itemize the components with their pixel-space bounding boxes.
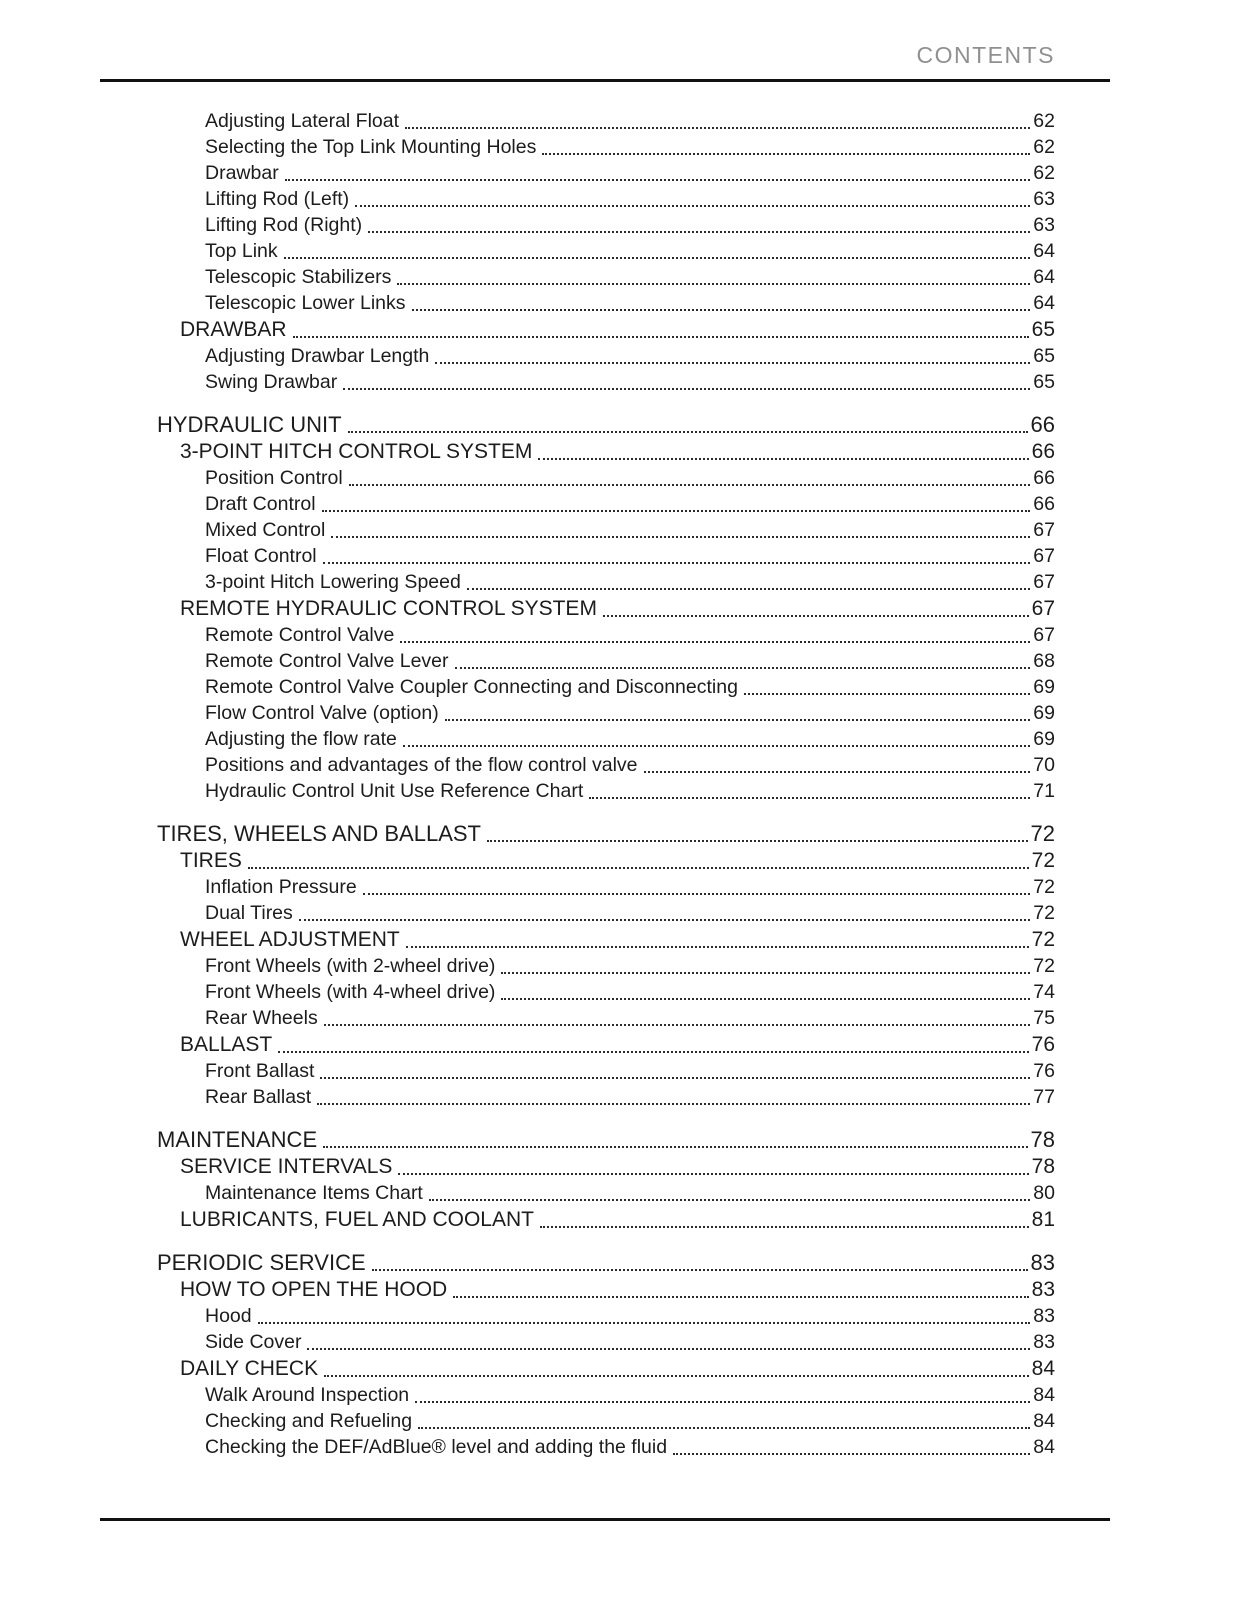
dot-leader bbox=[258, 1322, 1031, 1324]
toc-entry-title: HYDRAULIC UNIT bbox=[157, 412, 342, 437]
toc-entry bbox=[205, 108, 1055, 134]
dot-leader bbox=[540, 1226, 1029, 1228]
toc-entry-title: Checking the DEF/AdBlue® level and adding the fluid bbox=[205, 1436, 668, 1458]
toc-entry-title: DRAWBAR bbox=[180, 318, 287, 341]
toc-entry-page: 81 bbox=[1031, 1208, 1055, 1231]
dot-leader bbox=[644, 771, 1031, 773]
dot-leader bbox=[538, 458, 1028, 460]
toc-entry bbox=[205, 465, 1055, 491]
dot-leader bbox=[355, 205, 1030, 207]
toc-entry-page: 74 bbox=[1033, 981, 1055, 1003]
toc-entry bbox=[205, 752, 1055, 778]
toc-entry-title: Drawbar bbox=[205, 162, 279, 184]
toc-entry bbox=[205, 1180, 1055, 1206]
dot-leader bbox=[324, 1375, 1029, 1377]
toc-entry bbox=[205, 700, 1055, 726]
dot-leader bbox=[398, 1173, 1028, 1175]
toc-entry bbox=[157, 820, 1055, 847]
toc-entry bbox=[205, 874, 1055, 900]
toc-entry-page: 68 bbox=[1033, 650, 1055, 672]
toc-entry-title: SERVICE INTERVALS bbox=[180, 1155, 393, 1178]
toc-entry bbox=[205, 726, 1055, 752]
dot-leader bbox=[487, 840, 1028, 842]
toc-entry-page: 62 bbox=[1033, 162, 1055, 184]
toc-entry bbox=[157, 1126, 1055, 1153]
toc-entry bbox=[205, 491, 1055, 517]
dot-leader bbox=[501, 998, 1030, 1000]
toc-entry-page: 78 bbox=[1031, 1155, 1055, 1178]
toc-entry-title: HOW TO OPEN THE HOOD bbox=[180, 1278, 448, 1301]
dot-leader bbox=[400, 641, 1030, 643]
dot-leader bbox=[403, 745, 1030, 747]
toc-entry-page: 65 bbox=[1031, 318, 1055, 341]
toc-entry-title: Inflation Pressure bbox=[205, 876, 357, 898]
dot-leader bbox=[348, 431, 1028, 433]
toc-entry bbox=[205, 979, 1055, 1005]
toc-entry bbox=[205, 1382, 1055, 1408]
toc-entry-page: 83 bbox=[1031, 1278, 1055, 1301]
toc-entry-page: 72 bbox=[1031, 928, 1055, 951]
toc-entry-page: 80 bbox=[1033, 1182, 1055, 1204]
toc-entry bbox=[180, 926, 1055, 953]
toc-entry-page: 67 bbox=[1033, 519, 1055, 541]
toc-entry-page: 69 bbox=[1033, 702, 1055, 724]
dot-leader bbox=[363, 893, 1031, 895]
toc-entry-title: Maintenance Items Chart bbox=[205, 1182, 423, 1204]
toc-entry-title: Hood bbox=[205, 1305, 252, 1327]
toc-entry bbox=[180, 1276, 1055, 1303]
toc-entry bbox=[205, 569, 1055, 595]
toc-entry-page: 72 bbox=[1033, 876, 1055, 898]
toc-entry bbox=[205, 212, 1055, 238]
toc-entry bbox=[205, 343, 1055, 369]
toc-entry bbox=[205, 674, 1055, 700]
dot-leader bbox=[323, 1146, 1027, 1148]
dot-leader bbox=[435, 362, 1030, 364]
toc-entry-title: TIRES, WHEELS AND BALLAST bbox=[157, 821, 481, 846]
toc-entry-page: 83 bbox=[1033, 1331, 1055, 1353]
toc-entry bbox=[157, 411, 1055, 438]
toc-entry-title: Flow Control Valve (option) bbox=[205, 702, 439, 724]
toc-entry-page: 65 bbox=[1033, 345, 1055, 367]
toc-entry-page: 64 bbox=[1033, 292, 1055, 314]
dot-leader bbox=[343, 388, 1030, 390]
dot-leader bbox=[284, 257, 1031, 259]
toc-entry-page: 77 bbox=[1033, 1086, 1055, 1108]
toc-entry bbox=[205, 369, 1055, 395]
toc-entry bbox=[180, 1206, 1055, 1233]
toc-entry bbox=[205, 1058, 1055, 1084]
toc-entry-page: 83 bbox=[1033, 1305, 1055, 1327]
toc-entry-page: 67 bbox=[1031, 597, 1055, 620]
toc-entry-title: Lifting Rod (Left) bbox=[205, 188, 350, 210]
dot-leader bbox=[405, 127, 1030, 129]
toc-entry bbox=[205, 517, 1055, 543]
toc-entry bbox=[180, 438, 1055, 465]
toc-entry bbox=[180, 595, 1055, 622]
dot-leader bbox=[317, 1103, 1030, 1105]
toc-entry-title: BALLAST bbox=[180, 1033, 273, 1056]
toc-entry-page: 65 bbox=[1033, 371, 1055, 393]
toc-entry-page: 62 bbox=[1033, 110, 1055, 132]
dot-leader bbox=[453, 1296, 1028, 1298]
toc-entry-title: 3-point Hitch Lowering Speed bbox=[205, 571, 461, 593]
toc-entry-page: 67 bbox=[1033, 545, 1055, 567]
toc-entry-title: Telescopic Stabilizers bbox=[205, 266, 392, 288]
toc-list bbox=[0, 82, 1236, 1460]
toc-entry bbox=[205, 238, 1055, 264]
toc-entry-title: Walk Around Inspection bbox=[205, 1384, 410, 1406]
dot-leader bbox=[293, 336, 1029, 338]
toc-entry-page: 69 bbox=[1033, 728, 1055, 750]
toc-entry bbox=[205, 622, 1055, 648]
toc-entry-title: Telescopic Lower Links bbox=[205, 292, 406, 314]
dot-leader bbox=[418, 1427, 1030, 1429]
toc-entry-title: Remote Control Valve Coupler Connecting and Disconnecting bbox=[205, 676, 738, 698]
dot-leader bbox=[368, 231, 1030, 233]
toc-entry-page: 66 bbox=[1030, 412, 1055, 437]
toc-entry-title: Draft Control bbox=[205, 493, 316, 515]
toc-entry-page: 75 bbox=[1033, 1007, 1055, 1029]
toc-entry-title: Side Cover bbox=[205, 1331, 302, 1353]
dot-leader bbox=[412, 309, 1031, 311]
toc-entry bbox=[205, 186, 1055, 212]
toc-entry-title: MAINTENANCE bbox=[157, 1127, 318, 1152]
toc-entry-title: Remote Control Valve bbox=[205, 624, 395, 646]
toc-entry-page: 62 bbox=[1033, 136, 1055, 158]
toc-entry-page: 66 bbox=[1031, 440, 1055, 463]
dot-leader bbox=[603, 615, 1029, 617]
toc-entry-page: 64 bbox=[1033, 240, 1055, 262]
dot-leader bbox=[542, 153, 1030, 155]
toc-entry bbox=[205, 264, 1055, 290]
toc-entry bbox=[180, 847, 1055, 874]
toc-entry-title: Adjusting the flow rate bbox=[205, 728, 397, 750]
toc-entry-page: 66 bbox=[1033, 467, 1055, 489]
toc-entry-title: PERIODIC SERVICE bbox=[157, 1250, 366, 1275]
toc-entry-title: Mixed Control bbox=[205, 519, 326, 541]
toc-entry-title: Rear Wheels bbox=[205, 1007, 318, 1029]
toc-entry-page: 66 bbox=[1033, 493, 1055, 515]
toc-entry-title: Positions and advantages of the flow control valve bbox=[205, 754, 638, 776]
toc-entry-title: Front Wheels (with 2-wheel drive) bbox=[205, 955, 496, 977]
toc-entry-title: Front Ballast bbox=[205, 1060, 315, 1082]
dot-leader bbox=[589, 797, 1030, 799]
dot-leader bbox=[331, 536, 1030, 538]
toc-entry-page: 67 bbox=[1033, 624, 1055, 646]
toc-entry-page: 72 bbox=[1033, 955, 1055, 977]
toc-entry-page: 76 bbox=[1031, 1033, 1055, 1056]
dot-leader bbox=[397, 283, 1030, 285]
toc-entry bbox=[205, 778, 1055, 804]
toc-entry bbox=[180, 1355, 1055, 1382]
toc-entry-title: Lifting Rod (Right) bbox=[205, 214, 363, 236]
toc-entry-title: Front Wheels (with 4-wheel drive) bbox=[205, 981, 496, 1003]
dot-leader bbox=[322, 510, 1031, 512]
dot-leader bbox=[501, 972, 1030, 974]
dot-leader bbox=[349, 484, 1031, 486]
toc-entry bbox=[180, 316, 1055, 343]
dot-leader bbox=[324, 1024, 1031, 1026]
dot-leader bbox=[415, 1401, 1030, 1403]
contents-heading: CONTENTS bbox=[916, 42, 1055, 68]
toc-entry bbox=[180, 1031, 1055, 1058]
toc-entry bbox=[180, 1153, 1055, 1180]
toc-entry-title: Float Control bbox=[205, 545, 317, 567]
toc-entry-title: Hydraulic Control Unit Use Reference Chart bbox=[205, 780, 584, 802]
toc-entry-title: Dual Tires bbox=[205, 902, 293, 924]
toc-entry-page: 84 bbox=[1033, 1384, 1055, 1406]
toc-entry-page: 72 bbox=[1033, 902, 1055, 924]
toc-entry-page: 84 bbox=[1033, 1436, 1055, 1458]
toc-entry-title: DAILY CHECK bbox=[180, 1357, 319, 1380]
dot-leader bbox=[248, 867, 1029, 869]
toc-entry-title: Adjusting Drawbar Length bbox=[205, 345, 430, 367]
toc-entry-page: 84 bbox=[1031, 1357, 1055, 1380]
dot-leader bbox=[320, 1077, 1030, 1079]
toc-entry bbox=[205, 900, 1055, 926]
toc-entry-page: 76 bbox=[1033, 1060, 1055, 1082]
toc-entry-page: 78 bbox=[1030, 1127, 1055, 1152]
dot-leader bbox=[445, 719, 1031, 721]
toc-entry-page: 70 bbox=[1033, 754, 1055, 776]
toc-entry bbox=[205, 1434, 1055, 1460]
dot-leader bbox=[278, 1051, 1028, 1053]
toc-entry-title: WHEEL ADJUSTMENT bbox=[180, 928, 400, 951]
toc-entry bbox=[205, 543, 1055, 569]
toc-entry-page: 72 bbox=[1031, 849, 1055, 872]
toc-entry-page: 63 bbox=[1033, 214, 1055, 236]
dot-leader bbox=[429, 1199, 1030, 1201]
toc-entry-title: Top Link bbox=[205, 240, 278, 262]
toc-entry bbox=[205, 134, 1055, 160]
toc-entry-title: Checking and Refueling bbox=[205, 1410, 413, 1432]
toc-entry-page: 67 bbox=[1033, 571, 1055, 593]
toc-entry bbox=[205, 1005, 1055, 1031]
toc-entry-title: Swing Drawbar bbox=[205, 371, 338, 393]
toc-entry-page: 72 bbox=[1030, 821, 1055, 846]
toc-entry bbox=[205, 1408, 1055, 1434]
dot-leader bbox=[299, 919, 1031, 921]
toc-entry-title: TIRES bbox=[180, 849, 242, 872]
toc-entry-page: 69 bbox=[1033, 676, 1055, 698]
toc-entry bbox=[205, 953, 1055, 979]
toc-entry-title: LUBRICANTS, FUEL AND COOLANT bbox=[180, 1208, 534, 1231]
dot-leader bbox=[307, 1348, 1030, 1350]
toc-entry-page: 63 bbox=[1033, 188, 1055, 210]
page-header bbox=[0, 0, 1236, 79]
toc-entry bbox=[205, 160, 1055, 186]
bottom-rule bbox=[100, 1518, 1110, 1521]
toc-entry bbox=[205, 1303, 1055, 1329]
toc-entry-page: 83 bbox=[1030, 1250, 1055, 1275]
toc-entry-page: 84 bbox=[1033, 1410, 1055, 1432]
toc-entry bbox=[157, 1249, 1055, 1276]
toc-entry-title: REMOTE HYDRAULIC CONTROL SYSTEM bbox=[180, 597, 597, 620]
dot-leader bbox=[285, 179, 1031, 181]
dot-leader bbox=[455, 667, 1031, 669]
toc-entry bbox=[205, 1084, 1055, 1110]
toc-entry-title: Position Control bbox=[205, 467, 343, 489]
toc-entry-title: Rear Ballast bbox=[205, 1086, 312, 1108]
toc-entry bbox=[205, 1329, 1055, 1355]
dot-leader bbox=[744, 693, 1030, 695]
toc-entry-page: 64 bbox=[1033, 266, 1055, 288]
dot-leader bbox=[372, 1269, 1028, 1271]
toc-entry-title: Remote Control Valve Lever bbox=[205, 650, 449, 672]
dot-leader bbox=[406, 946, 1029, 948]
toc-entry-title: Selecting the Top Link Mounting Holes bbox=[205, 136, 537, 158]
dot-leader bbox=[467, 588, 1030, 590]
toc-entry bbox=[205, 648, 1055, 674]
toc-entry-title: Adjusting Lateral Float bbox=[205, 110, 400, 132]
toc-entry bbox=[205, 290, 1055, 316]
dot-leader bbox=[323, 562, 1031, 564]
dot-leader bbox=[673, 1453, 1030, 1455]
toc-entry-page: 71 bbox=[1033, 780, 1055, 802]
toc-entry-title: 3-POINT HITCH CONTROL SYSTEM bbox=[180, 440, 533, 463]
